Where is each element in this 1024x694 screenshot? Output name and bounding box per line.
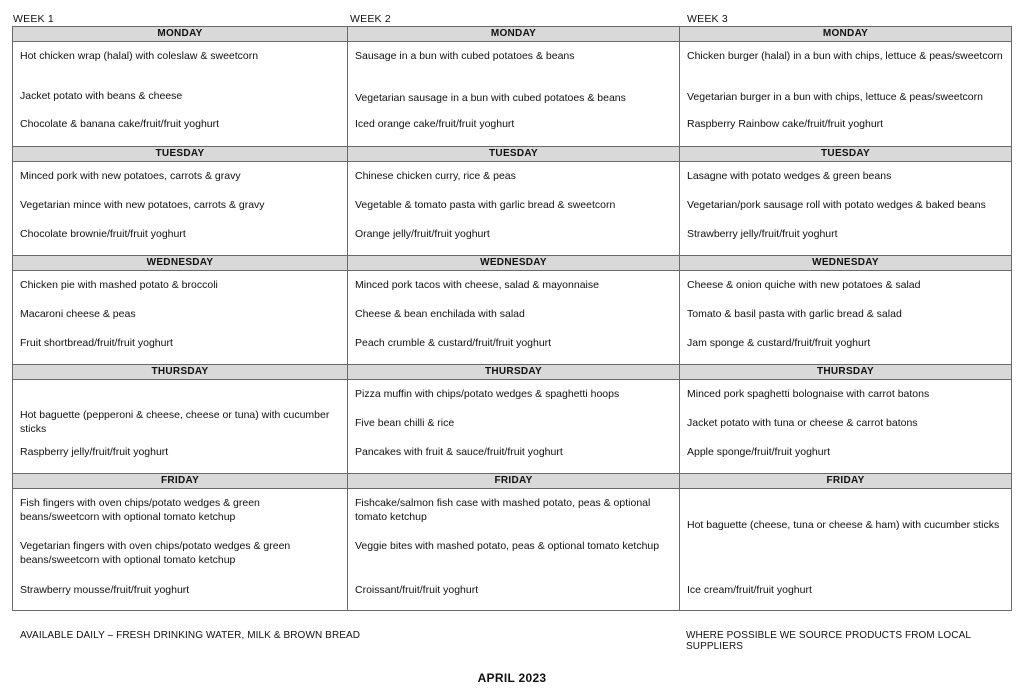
menu-item: Five bean chilli & rice — [355, 417, 455, 429]
menu-item: Jacket potato with tuna or cheese & carrot batons — [687, 417, 918, 429]
footer-daily-note: AVAILABLE DAILY – FRESH DRINKING WATER, MILK & BROWN BREAD — [20, 630, 361, 641]
menu-item: Chocolate & banana cake/fruit/fruit yoghurt — [20, 118, 220, 130]
menu-item: Minced pork tacos with cheese, salad & mayonnaise — [355, 279, 599, 291]
menu-cell — [680, 271, 1012, 365]
day-header: MONDAY — [348, 27, 680, 42]
menu-cell — [13, 271, 348, 365]
menu-item: Vegetarian/pork sausage roll with potato wedges & baked beans — [687, 199, 986, 211]
menu-cell — [680, 380, 1012, 474]
menu-cell — [680, 489, 1012, 611]
menu-row — [13, 380, 1012, 474]
menu-cell — [348, 162, 680, 256]
day-header: TUESDAY — [348, 147, 680, 162]
menu-item: Tomato & basil pasta with garlic bread & salad — [687, 308, 902, 320]
menu-cell — [348, 42, 680, 147]
footer-suppliers-note: WHERE POSSIBLE WE SOURCE PRODUCTS FROM LOCAL SUPPLIERS — [686, 630, 971, 652]
menu-item: Raspberry Rainbow cake/fruit/fruit yoghurt — [687, 118, 884, 130]
day-header: TUESDAY — [13, 147, 348, 162]
menu-cell — [680, 162, 1012, 256]
menu-row — [13, 42, 1012, 147]
menu-row — [13, 271, 1012, 365]
menu-item: Vegetarian fingers with oven chips/potato wedges & green beans/sweetcorn with optional tomato ketchup — [20, 540, 291, 566]
day-header: FRIDAY — [680, 474, 1012, 489]
week-3-label: WEEK 3 — [687, 13, 728, 25]
menu-item: Orange jelly/fruit/fruit yoghurt — [355, 228, 490, 240]
menu-cell — [13, 162, 348, 256]
menu-cell — [13, 42, 348, 147]
day-header-row — [13, 147, 1012, 162]
menu-cell — [13, 489, 348, 611]
menu-item: Vegetable & tomato pasta with garlic bread & sweetcorn — [355, 199, 616, 211]
menu-item: Cheese & bean enchilada with salad — [355, 308, 525, 320]
menu-item: Macaroni cheese & peas — [20, 308, 136, 320]
menu-item: Minced pork with new potatoes, carrots & gravy — [20, 170, 241, 182]
menu-item: Hot chicken wrap (halal) with coleslaw & sweetcorn — [20, 50, 259, 62]
day-header: TUESDAY — [680, 147, 1012, 162]
day-header: FRIDAY — [13, 474, 348, 489]
menu-item: Peach crumble & custard/fruit/fruit yoghurt — [355, 337, 552, 349]
day-header: WEDNESDAY — [680, 256, 1012, 271]
menu-item: Chicken pie with mashed potato & broccoli — [20, 279, 218, 291]
menu-item: Strawberry jelly/fruit/fruit yoghurt — [687, 228, 838, 240]
day-header: MONDAY — [680, 27, 1012, 42]
day-header: THURSDAY — [680, 365, 1012, 380]
day-header: WEDNESDAY — [348, 256, 680, 271]
day-header: THURSDAY — [13, 365, 348, 380]
week-2-label: WEEK 2 — [350, 13, 391, 25]
menu-item: Minced pork spaghetti bolognaise with carrot batons — [687, 388, 930, 400]
menu-item: Chocolate brownie/fruit/fruit yoghurt — [20, 228, 186, 240]
menu-item: Strawberry mousse/fruit/fruit yoghurt — [20, 584, 190, 596]
menu-item: Fishcake/salmon fish case with mashed potato, peas & optional tomato ketchup — [355, 497, 651, 523]
menu-item: Pizza muffin with chips/potato wedges & spaghetti hoops — [355, 388, 620, 400]
day-header-row — [13, 27, 1012, 42]
menu-item: Chicken burger (halal) in a bun with chips, lettuce & peas/sweetcorn — [687, 50, 1003, 62]
menu-item: Lasagne with potato wedges & green beans — [687, 170, 892, 182]
menu-row — [13, 162, 1012, 256]
menu-item: Vegetarian sausage in a bun with cubed potatoes & beans — [355, 92, 626, 104]
menu-item: Pancakes with fruit & sauce/fruit/fruit yoghurt — [355, 446, 563, 458]
menu-item: Hot baguette (cheese, tuna or cheese & ham) with cucumber sticks — [687, 519, 1000, 531]
menu-item: Chinese chicken curry, rice & peas — [355, 170, 516, 182]
menu-cell — [348, 380, 680, 474]
day-header-row — [13, 474, 1012, 489]
menu-item: Hot baguette (pepperoni & cheese, cheese or tuna) with cucumber sticks — [20, 409, 330, 435]
menu-item: Iced orange cake/fruit/fruit yoghurt — [355, 118, 515, 130]
day-header: FRIDAY — [348, 474, 680, 489]
menu-item: Vegetarian mince with new potatoes, carrots & gravy — [20, 199, 265, 211]
day-header: MONDAY — [13, 27, 348, 42]
lunch-menu-table — [12, 26, 1012, 611]
menu-cell — [348, 489, 680, 611]
menu-item: Jam sponge & custard/fruit/fruit yoghurt — [687, 337, 871, 349]
menu-item: Vegetarian burger in a bun with chips, lettuce & peas/sweetcorn — [687, 91, 983, 103]
menu-item: Cheese & onion quiche with new potatoes & salad — [687, 279, 921, 291]
menu-cell — [348, 271, 680, 365]
menu-item: Jacket potato with beans & cheese — [20, 90, 183, 102]
day-header-row — [13, 365, 1012, 380]
menu-item: Croissant/fruit/fruit yoghurt — [355, 584, 479, 596]
menu-item: Fish fingers with oven chips/potato wedges & green beans/sweetcorn with optional tomato ketchup — [20, 497, 260, 523]
menu-item: Apple sponge/fruit/fruit yoghurt — [687, 446, 831, 458]
day-header: WEDNESDAY — [13, 256, 348, 271]
menu-cell — [680, 42, 1012, 147]
week-1-label: WEEK 1 — [13, 13, 54, 25]
menu-item: Ice cream/fruit/fruit yoghurt — [687, 584, 812, 596]
menu-row — [13, 489, 1012, 611]
menu-item: Veggie bites with mashed potato, peas & optional tomato ketchup — [355, 540, 660, 552]
menu-item: Fruit shortbread/fruit/fruit yoghurt — [20, 337, 173, 349]
day-header: THURSDAY — [348, 365, 680, 380]
day-header-row — [13, 256, 1012, 271]
menu-cell — [13, 380, 348, 474]
menu-item: Sausage in a bun with cubed potatoes & beans — [355, 50, 575, 62]
menu-month-title: APRIL 2023 — [477, 671, 547, 685]
menu-item: Raspberry jelly/fruit/fruit yoghurt — [20, 446, 169, 458]
